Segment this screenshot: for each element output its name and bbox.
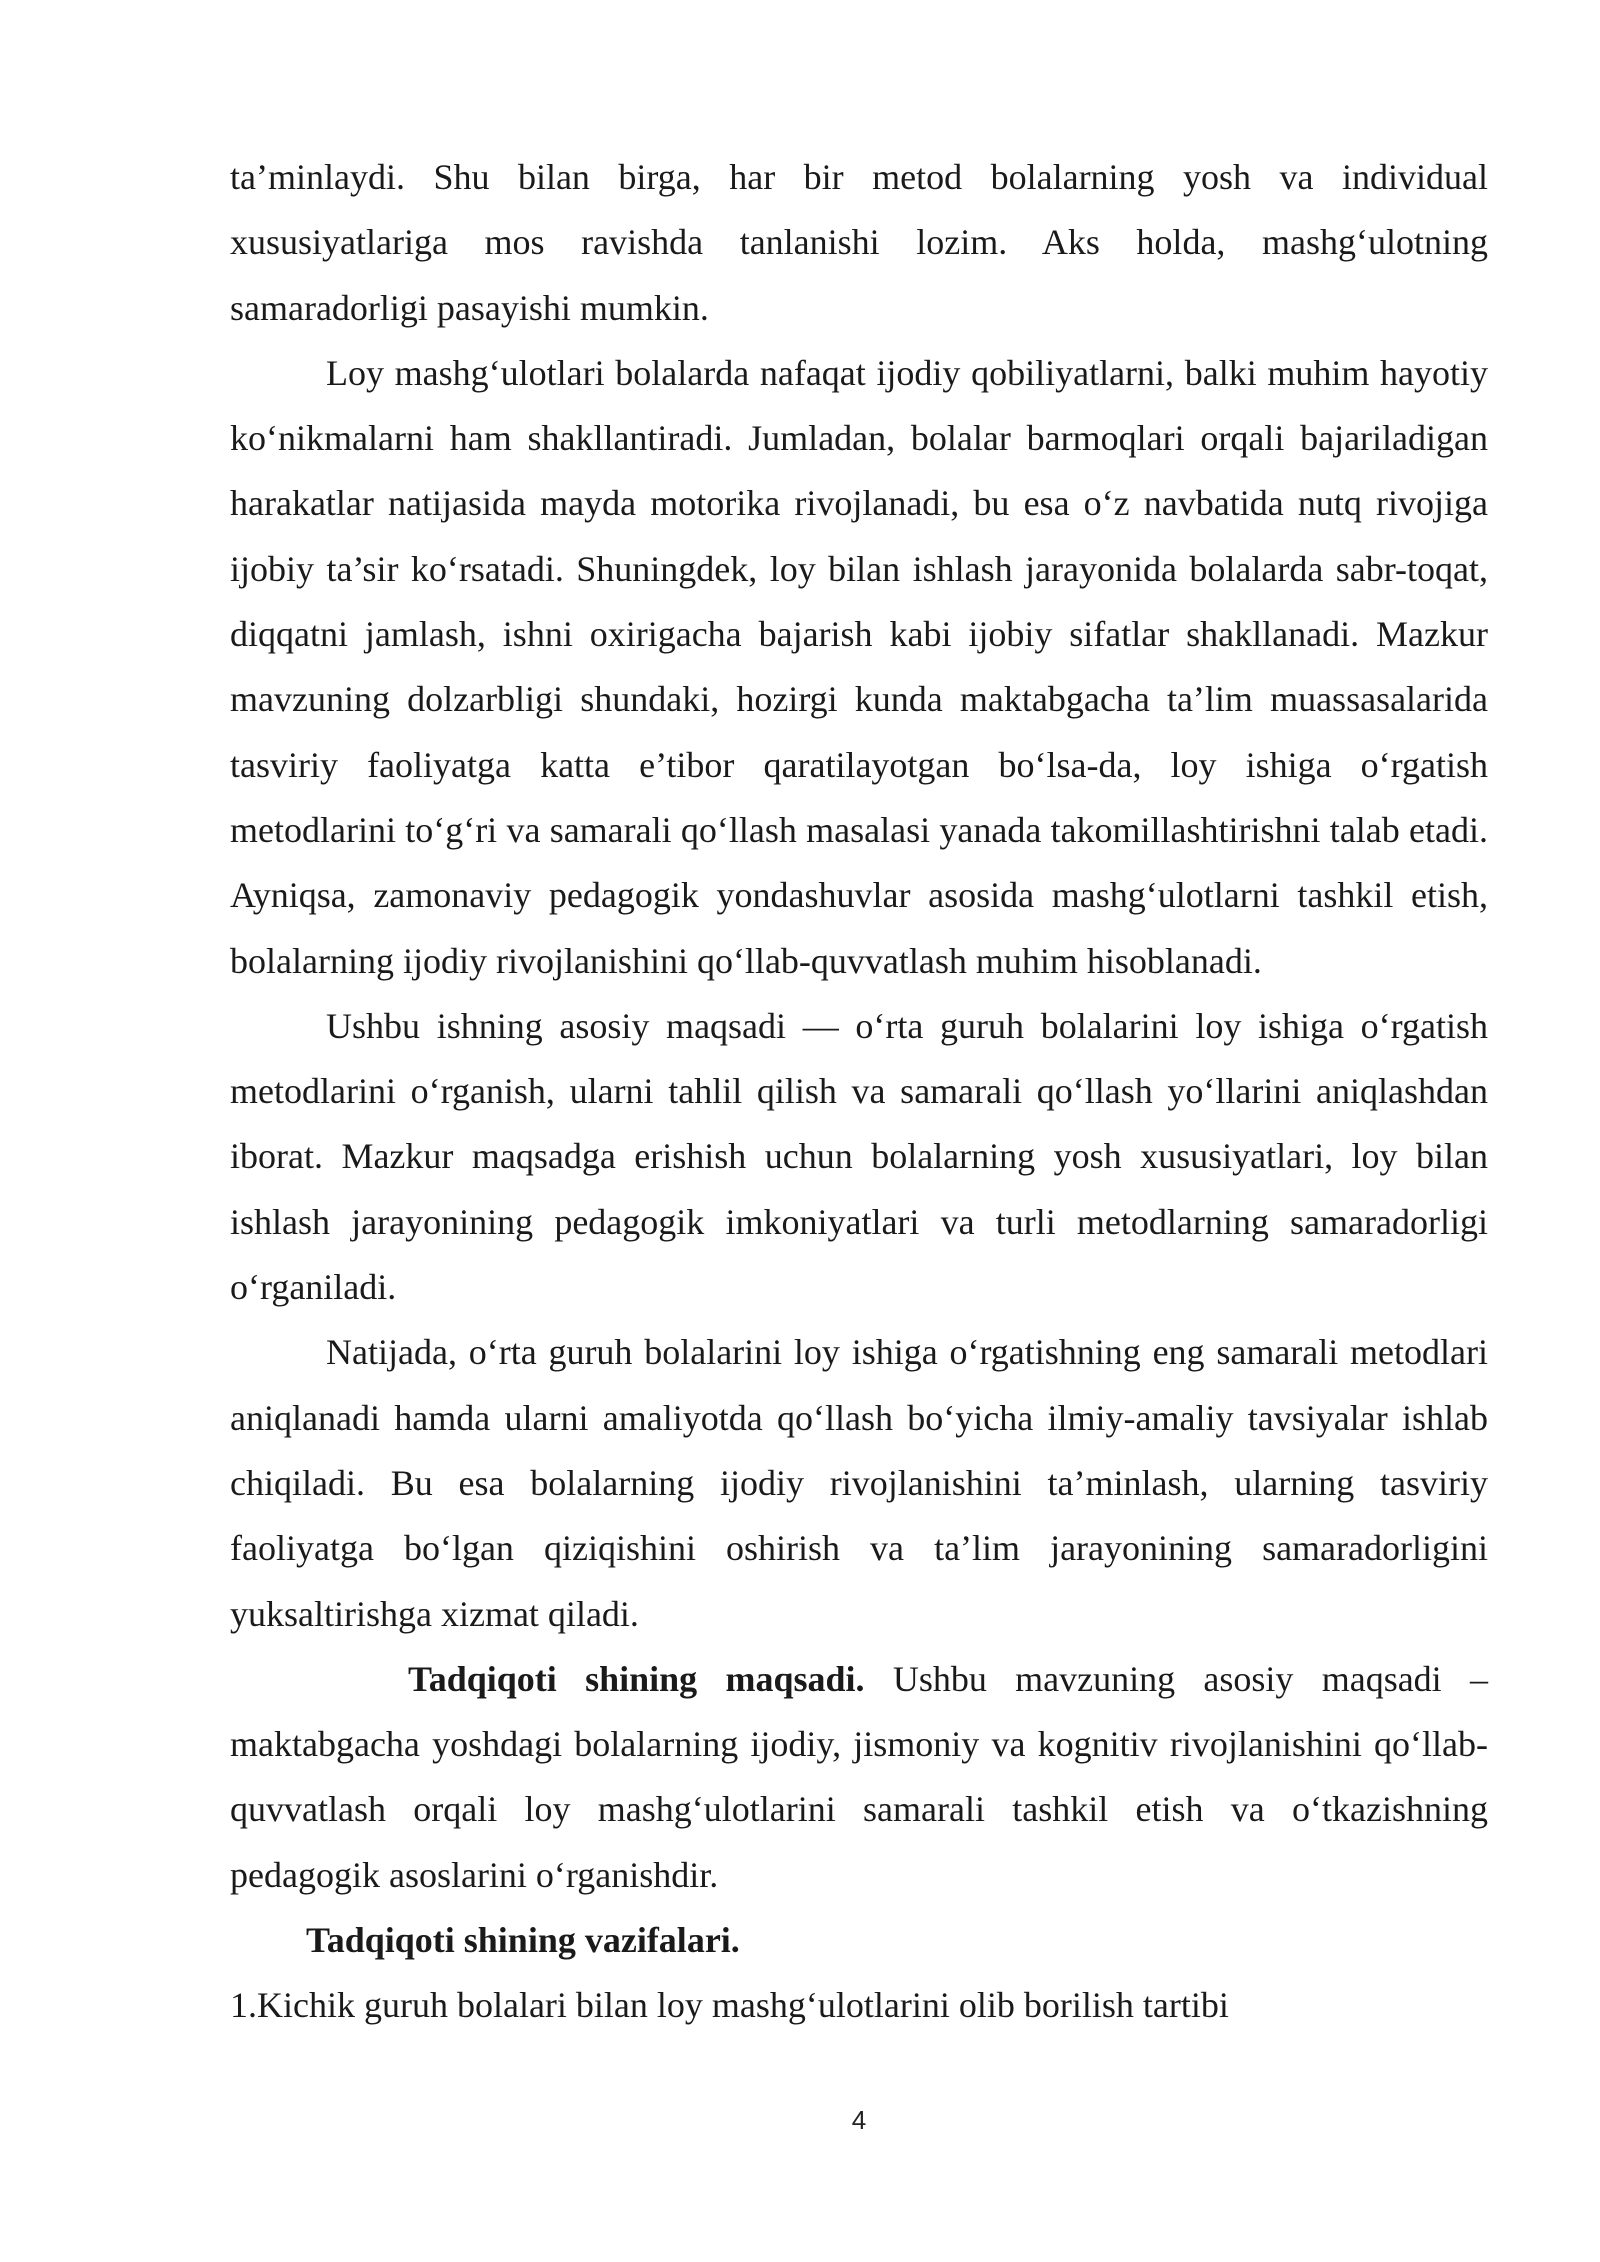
paragraph-research-goal (230, 1647, 1488, 1908)
page-number: 4 (851, 2105, 867, 2135)
research-goal-text: Ushbu mavzuning asosiy maqsadi – maktabgacha yoshdagi bolalarning ijodiy, jismoniy va kognitiv rivojlanishini qo‘llab-quvvatlash orqali loy mashg‘ulotlarini samarali tashkil etish va o‘tkazishning pedagogik asoslarini o‘rganishdir. (230, 1658, 1488, 1895)
research-tasks-heading: Tadqiqoti shining vazifalari. (306, 1920, 740, 1961)
paragraph-results: Natijada, o‘rta guruh bolalarini loy ishiga o‘rgatishning eng samarali metodlari aniqlanadi hamda ularni amaliyotda qo‘llash bo‘yicha ilmiy-amaliy tavsiyalar ishlab chiqiladi. Bu esa bolalarning ijodiy rivojlanishini ta’minlash, ularning tasviriy faoliyatga bo‘lgan qiziqishini oshirish va ta’lim jarayonining samaradorligini yuksaltirishga xizmat qiladi. (230, 1332, 1488, 1634)
task-list-item-1: 1.Kichik guruh bolalari bilan loy mashg‘ulotlarini olib borilish tartibi (230, 1985, 1229, 2026)
paragraph-clay-lessons: Loy mashg‘ulotlari bolalarda nafaqat ijodiy qobiliyatlarni, balki muhim hayotiy ko‘nikmalarni ham shakllantiradi. Jumladan, bolalar barmoqlari orqali bajariladigan harakatlar natijasida mayda motorika rivojlanadi, bu esa o‘z navbatida nutq rivojiga ijobiy ta’sir ko‘rsatadi. Shuningdek, loy bilan ishlash jarayonida bolalarda sabr-toqat, diqqatni jamlash, ishni oxirigacha bajarish kabi ijobiy sifatlar shakllanadi. Mazkur mavzuning dolzarbligi shundaki, hozirgi kunda maktabgacha ta’lim muassasalarida tasviriy faoliyatga katta e’tibor qaratilayotgan bo‘lsa-da, loy ishiga o‘rgatish metodlarini to‘g‘ri va samarali qo‘llash masalasi yanada takomillashtirishni talab etadi. Ayniqsa, zamonaviy pedagogik yondashuvlar asosida mashg‘ulotlarni tashkil etish, bolalarning ijodiy rivojlanishini qo‘llab-quvvatlash muhim hisoblanadi. (230, 352, 1488, 981)
research-goal-heading: Tadqiqoti shining maqsadi. (408, 1658, 865, 1699)
paragraph-continuation: ta’minlaydi. Shu bilan birga, har bir metod bolalarning yosh va individual xususiyatlariga mos ravishda tanlanishi lozim. Aks holda, mashg‘ulotning samaradorligi pasayishi mumkin. (230, 157, 1488, 328)
paragraph-main-goal: Ushbu ishning asosiy maqsadi — o‘rta guruh bolalarini loy ishiga o‘rgatish metodlarini o‘rganish, ularni tahlil qilish va samarali qo‘llash yo‘llarini aniqlashdan iborat. Mazkur maqsadga erishish uchun bolalarning yosh xususiyatlari, loy bilan ishlash jarayonining pedagogik imkoniyatlari va turli metodlarning samaradorligi o‘rganiladi. (230, 1005, 1488, 1308)
body-text (230, 145, 1488, 2039)
